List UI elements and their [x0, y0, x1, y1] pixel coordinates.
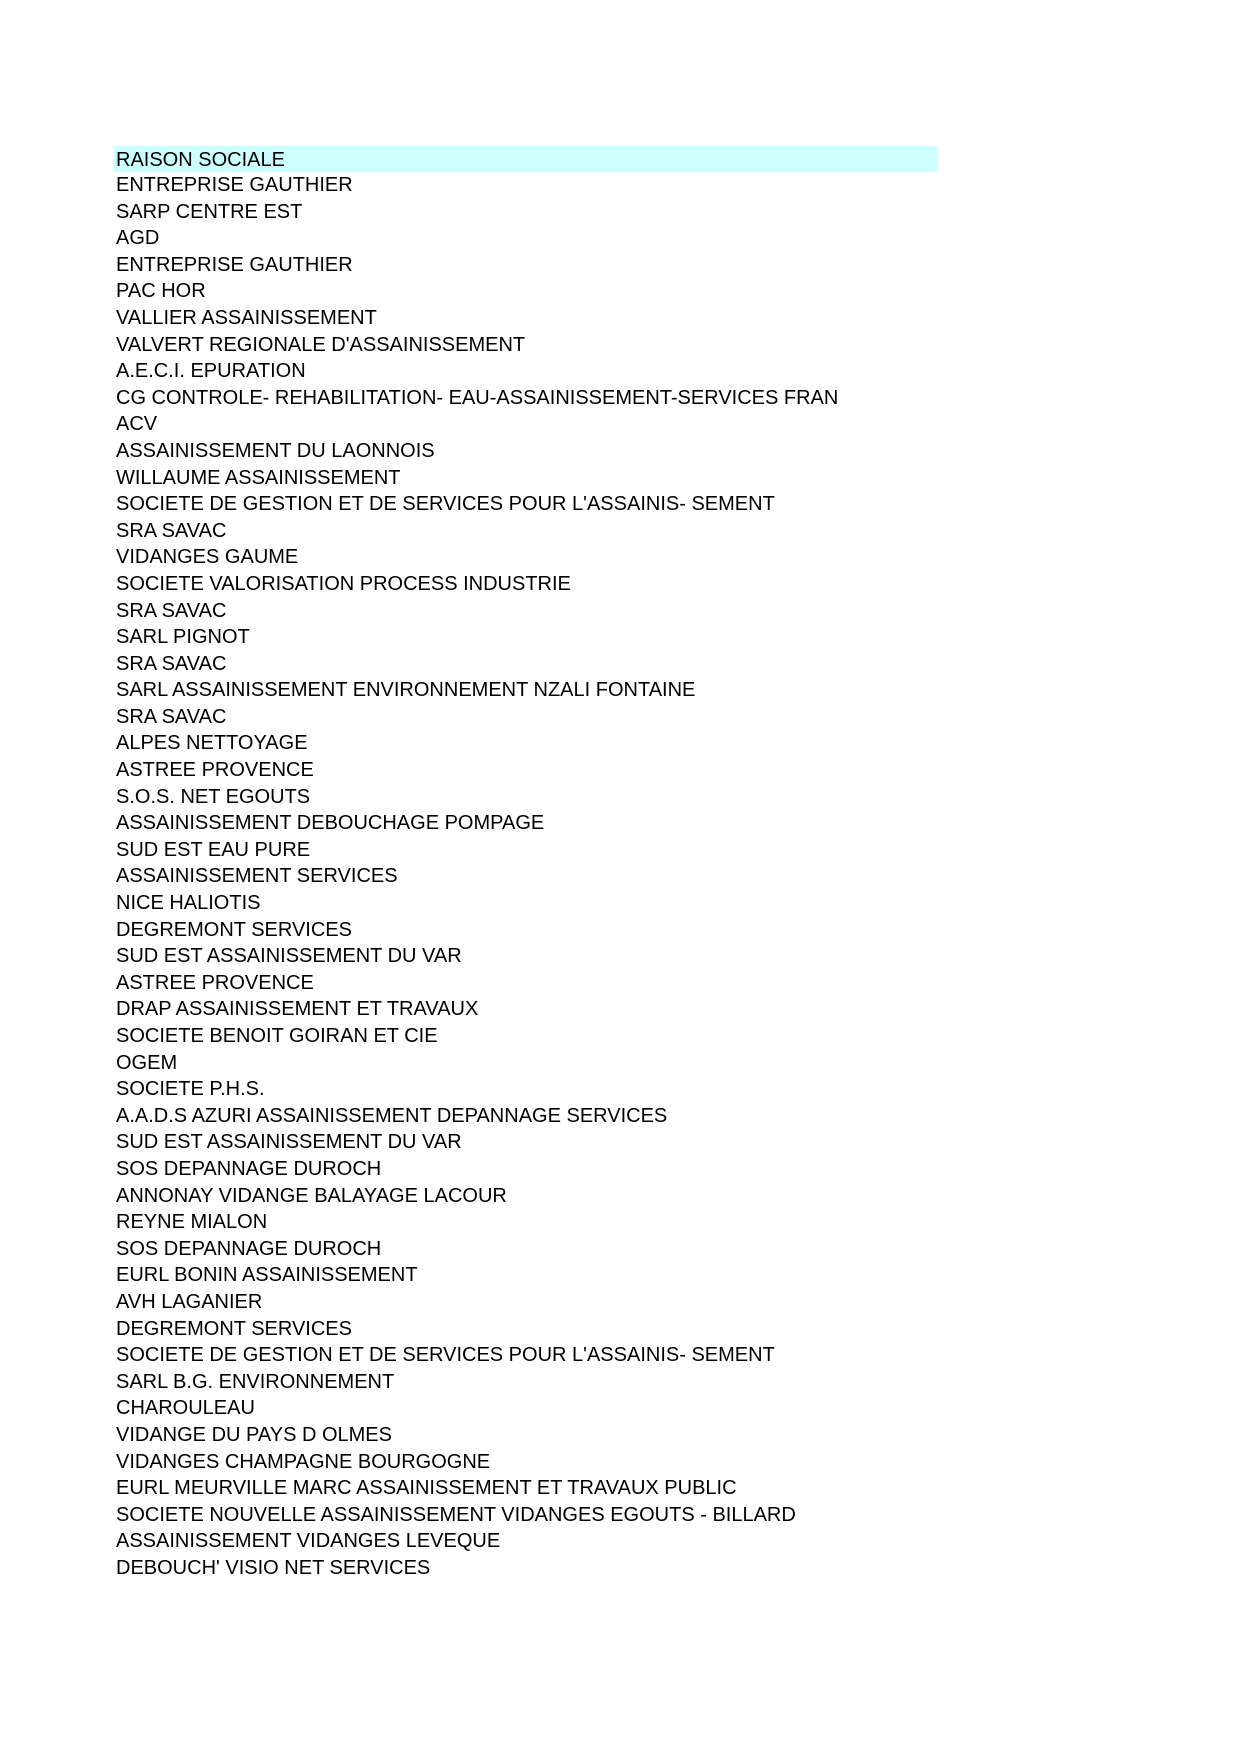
- table-row: ASSAINISSEMENT VIDANGES LEVEQUE: [116, 1530, 501, 1553]
- table-row: WILLAUME ASSAINISSEMENT: [116, 466, 401, 489]
- table-row: S.O.S. NET EGOUTS: [116, 785, 311, 808]
- table-row: SARL ASSAINISSEMENT ENVIRONNEMENT NZALI FONTAINE: [116, 679, 696, 702]
- table-row: ASSAINISSEMENT DEBOUCHAGE POMPAGE: [116, 812, 545, 835]
- table-row: VALLIER ASSAINISSEMENT: [116, 306, 377, 329]
- table-row: A.A.D.S AZURI ASSAINISSEMENT DEPANNAGE SERVICES: [116, 1104, 668, 1127]
- table-row: EURL MEURVILLE MARC ASSAINISSEMENT ET TRAVAUX PUBLIC: [116, 1477, 737, 1500]
- column-header-raison-sociale: RAISON SOCIALE: [114, 146, 938, 172]
- table-row: AGD: [116, 227, 160, 250]
- table-row: SOCIETE NOUVELLE ASSAINISSEMENT VIDANGES EGOUTS - BILLARD: [116, 1503, 796, 1526]
- table-row: SOS DEPANNAGE DUROCH: [116, 1237, 382, 1260]
- table-row: DEBOUCH' VISIO NET SERVICES: [116, 1556, 431, 1579]
- table-row: VIDANGES CHAMPAGNE BOURGOGNE: [116, 1450, 491, 1473]
- table-row: SOCIETE BENOIT GOIRAN ET CIE: [116, 1025, 438, 1047]
- table-row: AVH LAGANIER: [116, 1290, 263, 1313]
- table-row: DEGREMONT SERVICES: [116, 918, 352, 941]
- table-row: VIDANGES GAUME: [116, 546, 299, 569]
- table-row: ASTREE PROVENCE: [116, 759, 314, 782]
- table-row: SRA SAVAC: [116, 705, 227, 728]
- company-rows: [114, 172, 938, 1581]
- table-row: SOCIETE DE GESTION ET DE SERVICES POUR L'ASSAINIS- SEMENT: [116, 493, 775, 516]
- table-row: SOS DEPANNAGE DUROCH: [116, 1157, 382, 1180]
- table-row: NICE HALIOTIS: [116, 892, 261, 915]
- table-row: SOCIETE VALORISATION PROCESS INDUSTRIE: [116, 572, 571, 595]
- table-row: VIDANGE DU PAYS D OLMES: [116, 1423, 392, 1446]
- table-row: SRA SAVAC: [116, 652, 227, 675]
- table-row: SARP CENTRE EST: [116, 200, 303, 223]
- table-row: CHAROULEAU: [116, 1397, 255, 1420]
- table-row: ASTREE PROVENCE: [116, 971, 314, 994]
- table-row: SUD EST ASSAINISSEMENT DU VAR: [116, 1131, 462, 1154]
- table-row: ASSAINISSEMENT DU LAONNOIS: [116, 439, 435, 462]
- table-row: SUD EST ASSAINISSEMENT DU VAR: [116, 945, 462, 968]
- table-row: EURL BONIN ASSAINISSEMENT: [116, 1264, 418, 1287]
- table-row: REYNE MIALON: [116, 1211, 268, 1234]
- table-row: A.E.C.I. EPURATION: [116, 360, 306, 383]
- table-row: SARL PIGNOT: [116, 626, 250, 649]
- table-row: DRAP ASSAINISSEMENT ET TRAVAUX: [116, 998, 479, 1021]
- table-row: PAC HOR: [116, 280, 206, 303]
- table-row: SOCIETE DE GESTION ET DE SERVICES POUR L'ASSAINIS- SEMENT: [116, 1344, 775, 1367]
- table-row: ANNONAY VIDANGE BALAYAGE LACOUR: [116, 1184, 507, 1207]
- table-row: VALVERT REGIONALE D'ASSAINISSEMENT: [116, 333, 526, 356]
- table-row: ENTREPRISE GAUTHIER: [116, 174, 353, 196]
- table-row: ACV: [116, 413, 158, 436]
- table-row: ALPES NETTOYAGE: [116, 732, 308, 755]
- table-row: ASSAINISSEMENT SERVICES: [116, 865, 398, 888]
- table-row: DEGREMONT SERVICES: [116, 1317, 352, 1340]
- table-row: CG CONTROLE- REHABILITATION- EAU-ASSAINISSEMENT-SERVICES FRAN: [116, 386, 839, 409]
- table-row: SUD EST EAU PURE: [116, 838, 311, 861]
- table-row: ENTREPRISE GAUTHIER: [116, 253, 353, 276]
- table-row: SOCIETE P.H.S.: [116, 1078, 265, 1101]
- table-row: SRA SAVAC: [116, 519, 227, 542]
- company-list-sheet: [114, 146, 938, 1581]
- table-row: SRA SAVAC: [116, 599, 227, 622]
- table-row: OGEM: [116, 1051, 178, 1074]
- table-row: SARL B.G. ENVIRONNEMENT: [116, 1370, 395, 1393]
